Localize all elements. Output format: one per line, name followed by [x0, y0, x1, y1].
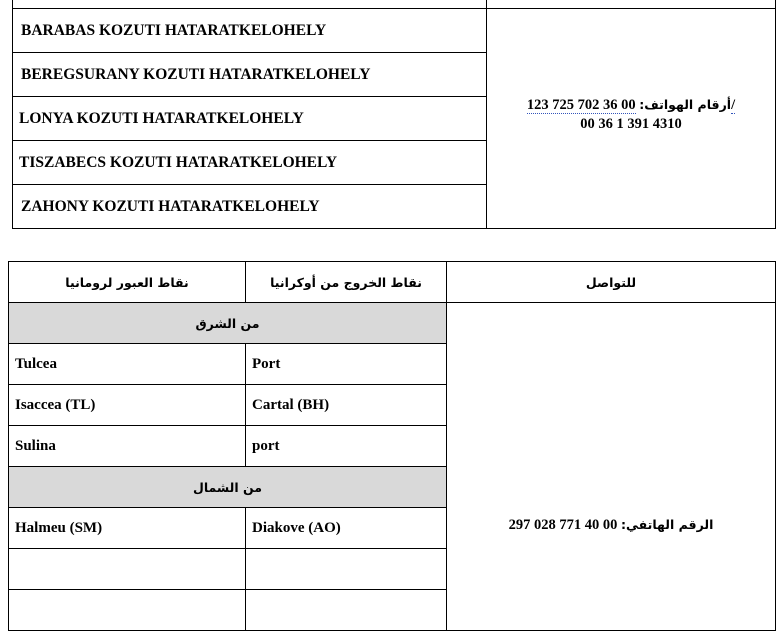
romania-crossings-table [8, 261, 776, 631]
table-cell [246, 549, 447, 590]
entry-point: Tulcea [9, 344, 246, 385]
table-cell [9, 549, 246, 590]
crossing-point: BEREGSURANY KOZUTI HATARATKELOHELY [13, 53, 487, 97]
crossing-point: TISZABECS KOZUTI HATARATKELOHELY [13, 141, 487, 185]
header-exit-points: نقاط الخروج من أوكرانيا [246, 262, 447, 303]
exit-point: Diakove (AO) [246, 508, 447, 549]
table-cell [13, 0, 487, 9]
phone-number: 00 36 702 725 123/ [526, 97, 736, 113]
table-row [13, 9, 776, 53]
crossing-point: LONYA KOZUTI HATARATKELOHELY [13, 97, 487, 141]
romania-contact-cell [447, 303, 776, 631]
phone-label: الرقم الهاتفي: [621, 517, 714, 532]
exit-point: Port [246, 344, 447, 385]
table-cell [9, 590, 246, 631]
region-north: من الشمال [9, 467, 447, 508]
region-east: من الشرق [9, 303, 447, 344]
table-cell [246, 590, 447, 631]
table-row [13, 0, 776, 9]
header-entry-points: نقاط العبور لرومانيا [9, 262, 246, 303]
hungary-crossings-table [12, 0, 776, 229]
phone-number: 00 36 1 391 4310 [580, 116, 682, 132]
phone-number: 00 40 771 028 297 [508, 517, 618, 533]
hungary-contact-line1 [487, 95, 775, 115]
entry-point: Sulina [9, 426, 246, 467]
crossing-point: BARABAS KOZUTI HATARATKELOHELY [13, 9, 487, 53]
entry-point: Halmeu (SM) [9, 508, 246, 549]
table-cell [487, 0, 776, 9]
entry-point: Isaccea (TL) [9, 385, 246, 426]
hungary-contact-cell [487, 9, 776, 229]
crossing-point: ZAHONY KOZUTI HATARATKELOHELY [13, 185, 487, 229]
phones-label: أرقام الهواتف: [639, 97, 732, 112]
header-contact: للتواصل [447, 262, 776, 303]
exit-point: Cartal (BH) [246, 385, 447, 426]
table-header-row [9, 262, 776, 303]
exit-point: port [246, 426, 447, 467]
region-row [9, 303, 776, 344]
